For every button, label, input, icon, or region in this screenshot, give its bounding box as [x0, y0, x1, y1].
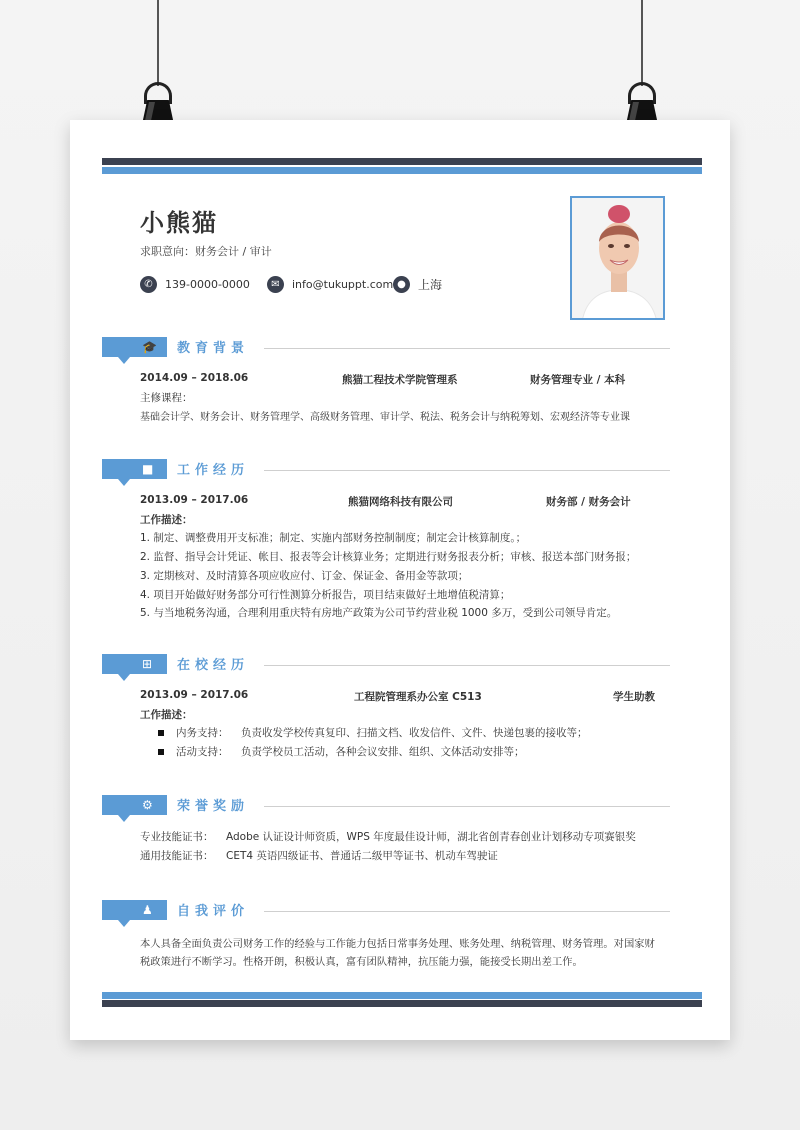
- bottom-bar-dark: [102, 1000, 702, 1007]
- person-icon: ♟: [142, 903, 153, 917]
- self-eval-line: 本人具备全面负责公司财务工作的经验与工作能力包括日常事务处理、账务处理、纳税管理、财务管理。对国家财: [140, 938, 655, 950]
- campus-desc-label: 工作描述：: [140, 709, 193, 721]
- section-work: [102, 453, 670, 483]
- section-title-campus: 在校经历: [177, 658, 250, 673]
- campus-period: 2013.09 – 2017.06: [140, 689, 249, 701]
- contact-email: ✉ info@tukuppt.com: [267, 276, 393, 293]
- work-item: 5. 与当地税务沟通，合理利用重庆特有房地产政策为公司节约营业税 1000 多万，受到公司领导肯定。: [140, 607, 618, 619]
- work-item: 3. 定期核对、及时清算各项应收应付、订金、保证金、备用金等款项；: [140, 570, 469, 582]
- location-icon: ●: [393, 276, 410, 293]
- section-title-work: 工作经历: [177, 463, 250, 478]
- section-self: [102, 894, 670, 924]
- hanging-string-left: [157, 0, 159, 86]
- section-education: [102, 331, 670, 361]
- briefcase-icon: ■: [142, 462, 154, 476]
- candidate-name: 小熊猫: [140, 209, 218, 237]
- edu-major: 财务管理专业 / 本科: [530, 374, 626, 386]
- section-title-education: 教育背景: [177, 341, 250, 356]
- phone-icon: ✆: [140, 276, 157, 293]
- edu-courses: 基础会计学、财务会计、财务管理学、高级财务管理、审计学、税法、税务会计与纳税筹划、宏观经济等专业课: [140, 412, 630, 423]
- campus-item: 活动支持： 负责学校员工活动，各种会议安排、组织、文体活动安排等；: [158, 744, 525, 759]
- bottom-bar-blue: [102, 992, 702, 999]
- top-bar-blue: [102, 167, 702, 174]
- windows-icon: ⊞: [142, 657, 153, 671]
- section-campus: [102, 648, 670, 678]
- graduation-cap-icon: 🎓: [142, 340, 157, 354]
- section-title-self: 自我评价: [177, 904, 250, 919]
- gear-icon: ⚙: [142, 798, 153, 812]
- work-item: 2. 监督、指导会计凭证、帐目、报表等会计核算业务；定期进行财务报表分析；审核、报送本部门财务报；: [140, 551, 637, 563]
- general-cert: 通用技能证书： CET4 英语四级证书、普通话二级甲等证书、机动车驾驶证: [140, 850, 498, 862]
- edu-period: 2014.09 – 2018.06: [140, 372, 249, 384]
- work-company: 熊猫网络科技有限公司: [348, 496, 453, 508]
- work-role: 财务部 / 财务会计: [546, 496, 631, 508]
- skill-cert: 专业技能证书： Adobe 认证设计师资质，WPS 年度最佳设计师，湖北省创青春创业计划移动专项赛银奖: [140, 831, 636, 843]
- campus-role: 学生助教: [613, 691, 655, 703]
- work-item: 4. 项目开始做好财务部分可行性测算分析报告，项目结束做好土地增值税清算；: [140, 589, 511, 601]
- contact-phone: ✆ 139-0000-0000: [140, 276, 250, 293]
- profile-photo: [570, 196, 665, 320]
- contact-city: ● 上海: [393, 276, 442, 293]
- resume-page: [70, 120, 730, 1040]
- hanging-string-right: [641, 0, 643, 86]
- section-honors: [102, 789, 670, 819]
- bullet-icon: [158, 730, 164, 736]
- top-bar-dark: [102, 158, 702, 165]
- edu-school: 熊猫工程技术学院管理系: [342, 374, 458, 386]
- bullet-icon: [158, 749, 164, 755]
- section-title-honors: 荣誉奖励: [177, 799, 250, 814]
- mail-icon: ✉: [267, 276, 284, 293]
- work-item: 1. 制定、调整费用开支标准；制定、实施内部财务控制制度；制定会计核算制度。；: [140, 532, 527, 544]
- campus-org: 工程院管理系办公室 C513: [354, 691, 482, 703]
- job-intent: 求职意向：财务会计 / 审计: [140, 245, 272, 258]
- self-eval-line: 税政策进行不断学习。性格开朗，积极认真，富有团队精神，抗压能力强，能接受长期出差工作。: [140, 956, 583, 968]
- campus-item: 内务支持： 负责收发学校传真复印、扫描文档、收发信件、文件、快递包裹的接收等；: [158, 725, 588, 740]
- work-period: 2013.09 – 2017.06: [140, 494, 249, 506]
- edu-courses-label: 主修课程：: [140, 392, 193, 404]
- work-desc-label: 工作描述：: [140, 514, 193, 526]
